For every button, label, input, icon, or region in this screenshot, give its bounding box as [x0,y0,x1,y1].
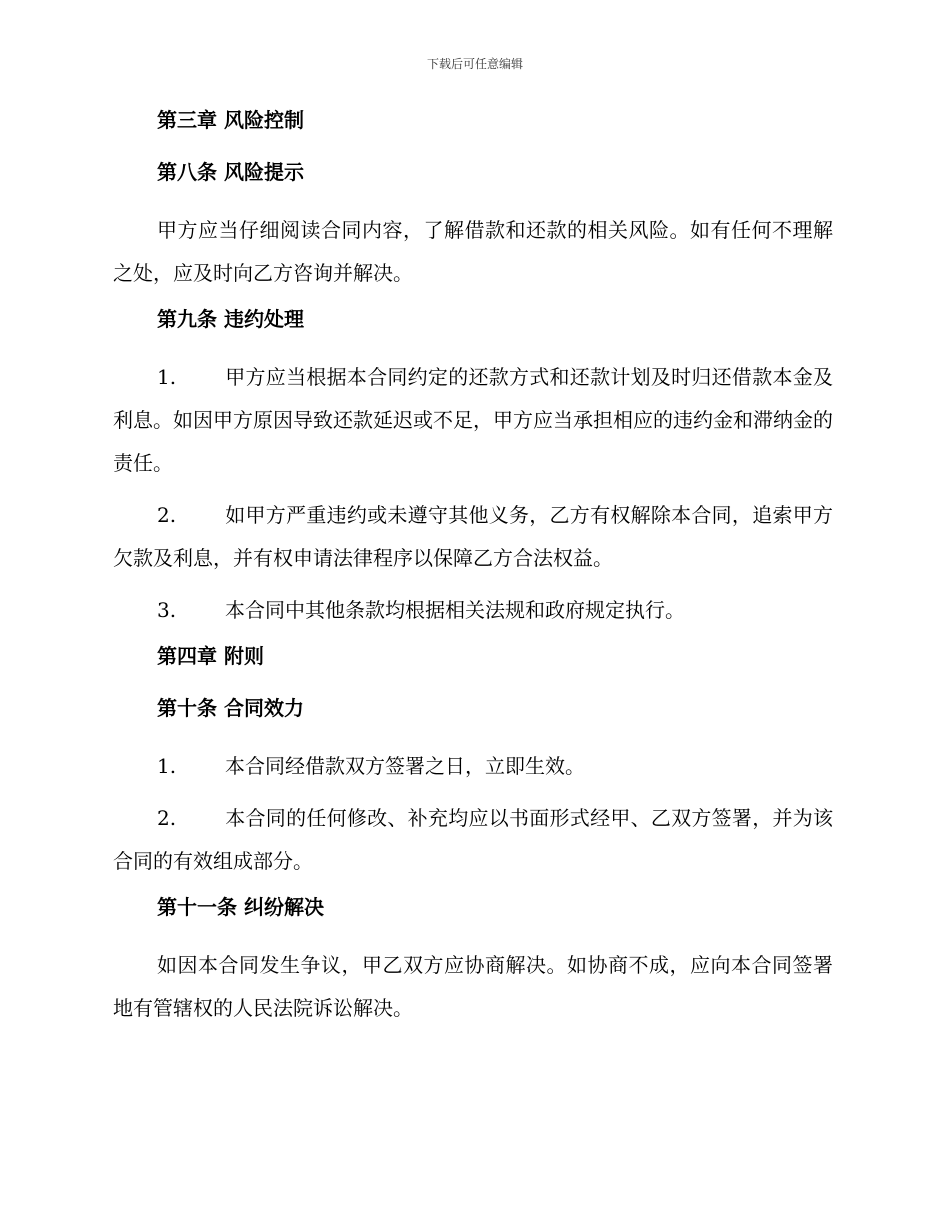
item-number: 2. [157,503,177,527]
article-8-title: 第八条 风险提示 [157,160,304,184]
article-11-text: 如因本合同发生争议，甲乙双方应协商解决。如协商不成，应向本合同签署地有管辖权的人民法院诉讼解决。 [113,953,833,1020]
chapter-4-title: 第四章 附则 [157,644,264,668]
item-text: 本合同经借款双方签署之日，立即生效。 [225,754,585,778]
page-header: 下载后可任意编辑 [426,57,523,71]
item-text: 甲方应当根据本合同约定的还款方式和还款计划及时归还借款本金及利息。如因甲方原因导致还款延迟或不足，甲方应当承担相应的违约金和滞纳金的责任。 [113,365,833,475]
article-11-title: 第十一条 纠纷解决 [157,895,324,919]
article-9-item [113,494,833,580]
item-text: 本合同的任何修改、补充均应以书面形式经甲、乙双方签署，并为该合同的有效组成部分。 [113,806,833,873]
item-number: 1. [157,365,177,389]
article-9-item [113,589,833,632]
article-9-item [113,356,833,485]
article-10-title: 第十条 合同效力 [157,696,304,720]
item-number: 2. [157,806,177,830]
article-10-item [113,745,833,788]
article-10-item [113,797,833,883]
article-9-title: 第九条 违约处理 [157,307,304,331]
chapter-3-title: 第三章 风险控制 [157,108,304,132]
item-text: 如甲方严重违约或未遵守其他义务，乙方有权解除本合同，追索甲方欠款及利息，并有权申请法律程序以保障乙方合法权益。 [113,503,833,570]
item-number: 3. [157,598,177,622]
item-text: 本合同中其他条款均根据相关法规和政府规定执行。 [225,598,685,622]
article-8-text: 甲方应当仔细阅读合同内容，了解借款和还款的相关风险。如有任何不理解之处，应及时向乙方咨询并解决。 [113,218,833,285]
document-body [113,105,833,1039]
item-number: 1. [157,754,177,778]
